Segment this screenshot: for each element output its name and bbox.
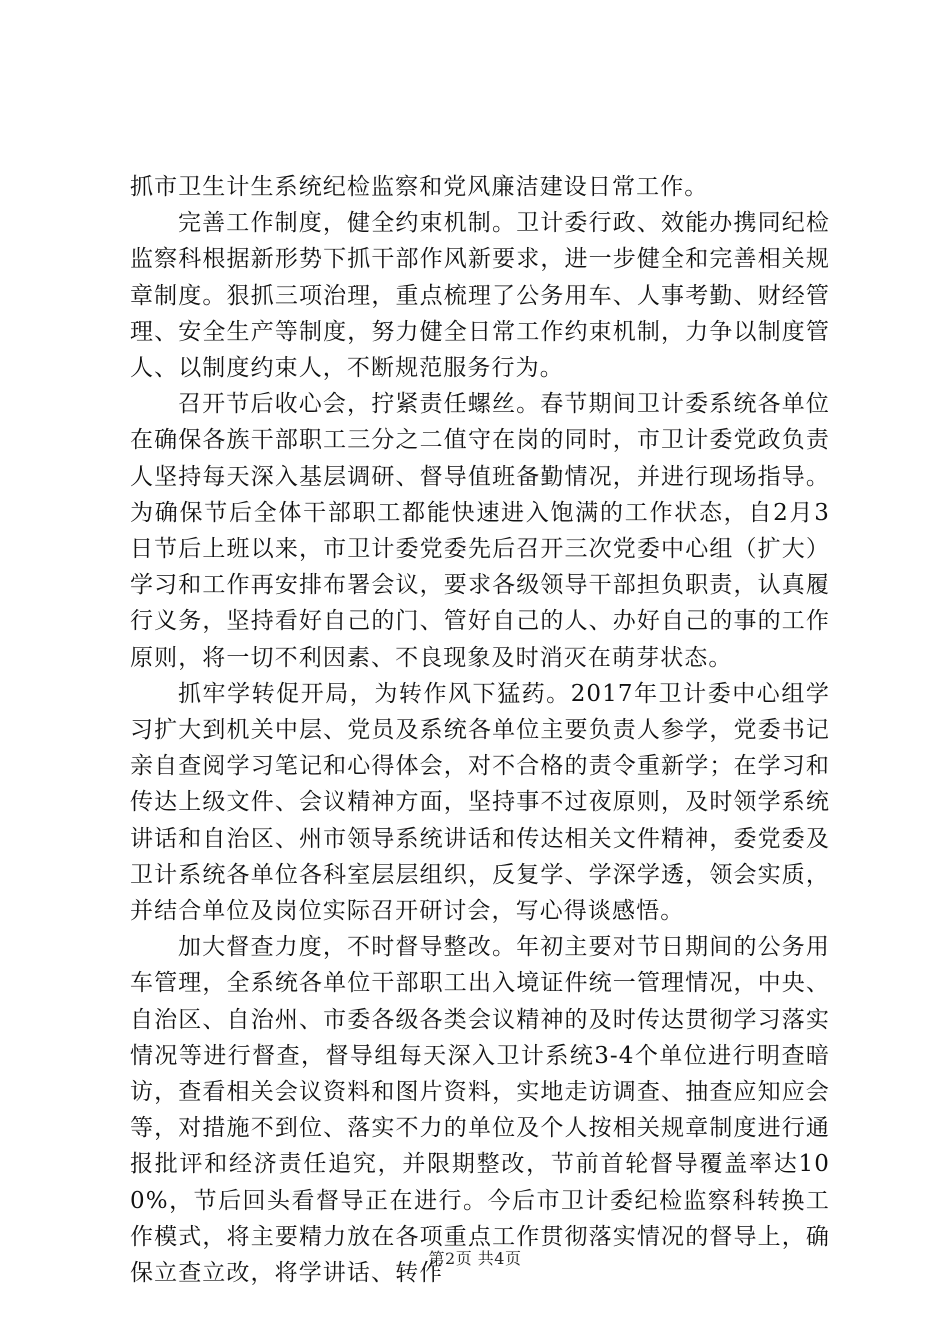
paragraph-1: 抓市卫生计生系统纪检监察和党风廉洁建设日常工作。: [130, 174, 709, 200]
page-number-footer: 第2页 共4页: [428, 1249, 522, 1268]
paragraph-4: 抓牢学转促开局，为转作风下猛药。2017年卫计委中心组学习扩大到机关中层、党员及系统各单位主要负责人参学，党委书记亲自查阅学习笔记和心得体会，对不合格的责令重新学；在学习和传达上级文件、会议精神方面，坚持事不过夜原则，及时领学系统讲话和自治区、州市领导系统讲话和传达相关文件精神，委党委及卫计系统各单位各科室层层组织，反复学、学深学透，领会实质，并结合单位及岗位实际召开研讨会，写心得谈感悟。: [130, 680, 830, 925]
paragraph-2: 完善工作制度，健全约束机制。卫计委行政、效能办携同纪检监察科根据新形势下抓干部作风新要求，进一步健全和完善相关规章制度。狠抓三项治理，重点梳理了公务用车、人事考勤、财经管理、安全生产等制度，努力健全日常工作约束机制，力争以制度管人、以制度约束人，不断规范服务行为。: [130, 210, 830, 382]
document-body: [130, 169, 830, 1291]
paragraph-5: 加大督查力度，不时督导整改。年初主要对节日期间的公务用车管理，全系统各单位干部职工出入境证件统一管理情况，中央、自治区、自治州、市委各级各类会议精神的及时传达贯彻学习落实情况等进行督查，督导组每天深入卫计系统3-4个单位进行明查暗访，查看相关会议资料和图片资料，实地走访调查、抽查应知应会等，对措施不到位、落实不力的单位及个人按相关规章制度进行通报批评和经济责任追究，并限期整改，节前首轮督导覆盖率达100%，节后回头看督导正在进行。今后市卫计委纪检监察科转换工作模式，将主要精力放在各项重点工作贯彻落实情况的督导上，确保立查立改，将学讲话、转作: [130, 934, 830, 1287]
paragraph-3: 召开节后收心会，拧紧责任螺丝。春节期间卫计委系统各单位在确保各族干部职工三分之二值守在岗的同时，市卫计委党政负责人坚持每天深入基层调研、督导值班备勤情况，并进行现场指导。为确保节后全体干部职工都能快速进入饱满的工作状态，自2月3日节后上班以来，市卫计委党委先后召开三次党委中心组（扩大）学习和工作再安排布署会议，要求各级领导干部担负职责，认真履行义务，坚持看好自己的门、管好自己的人、办好自己的事的工作原则，将一切不利因素、不良现象及时消灭在萌芽状态。: [130, 391, 830, 671]
